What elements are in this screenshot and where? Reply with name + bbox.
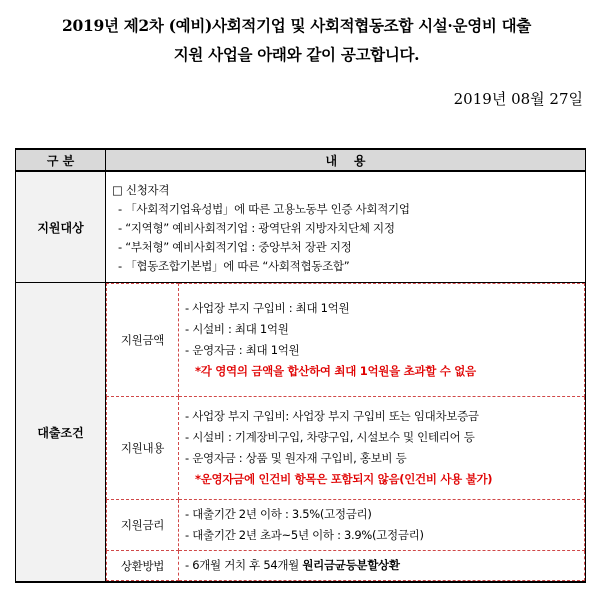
eligibility-item: - “지역형” 예비사회적기업 : 광역단위 지방자치단체 지정 [118,220,395,235]
announcement-title-line1: 2019년 제2차 (예비)사회적기업 및 사회적협동조합 시설·운영비 대출 [62,16,531,35]
eligibility-item: - 「협동조합기본법」에 따른 “사회적협동조합” [118,258,350,273]
loan-line: - 시설비 : 기계장비구입, 차량구입, 시설보수 및 인테리어 등 [185,430,475,444]
loan-row-label: 지원금액 [107,284,179,397]
loan-conditions-row [16,283,586,583]
loan-line: - 사업장 부지 구입비 : 최대 1억원 [185,301,350,315]
loan-line: - 사업장 부지 구입비: 사업장 부지 구입비 또는 임대차보증금 [185,409,479,423]
loan-conditions-label: 대출조건 [16,283,106,583]
eligibility-item: - “부처형” 예비사회적기업 : 중앙부처 장관 지정 [118,239,352,254]
eligibility-content [106,171,586,283]
loan-row-content [179,551,585,581]
repayment-text: - 6개월 거치 후 54개월 [185,558,303,572]
eligibility-label: 지원대상 [16,171,106,283]
loan-row-label: 지원내용 [107,397,179,500]
loan-row-label: 상환방법 [107,551,179,581]
loan-line: - 운영자금 : 최대 1억원 [185,343,300,357]
eligibility-item: - 「사회적기업육성법」에 따른 고용노동부 인증 사회적기업 [118,201,410,216]
eligibility-heading: □ 신청자격 [112,182,170,197]
loan-row-repayment [107,551,585,581]
loan-line: - 대출기간 2년 초과~5년 이하 : 3.9%(고정금리) [185,528,424,542]
repayment-method: 원리금균등분할상환 [302,558,400,572]
eligibility-row [16,171,586,283]
loan-row-content [179,500,585,551]
main-table [15,148,586,583]
repayment-line [185,555,578,576]
loan-row-interest [107,500,585,551]
loan-note: *운영자금에 인건비 항목은 포함되지 않음(인건비 사용 불가) [195,472,493,486]
loan-note: *각 영역의 금액을 합산하여 최대 1억원을 초과할 수 없음 [195,364,476,378]
loan-row-content [179,397,585,500]
loan-row-amount [107,284,585,397]
table-header-row [16,149,586,171]
announcement-title-line2: 지원 사업을 아래와 같이 공고합니다. [173,45,420,64]
loan-line: - 운영자금 : 상품 및 원자재 구입비, 홍보비 등 [185,451,407,465]
loan-line: - 대출기간 2년 이하 : 3.5%(고정금리) [185,507,372,521]
loan-row-content [179,284,585,397]
column-header-category: 구 분 [16,149,106,171]
loan-row-content-type [107,397,585,500]
loan-row-label: 지원금리 [107,500,179,551]
loan-line: - 시설비 : 최대 1억원 [185,322,289,336]
column-header-content: 내 용 [106,149,586,171]
announcement-date: 2019년 08월 27일 [453,90,583,108]
loan-conditions-content [106,283,586,583]
loan-conditions-subtable [106,283,585,581]
